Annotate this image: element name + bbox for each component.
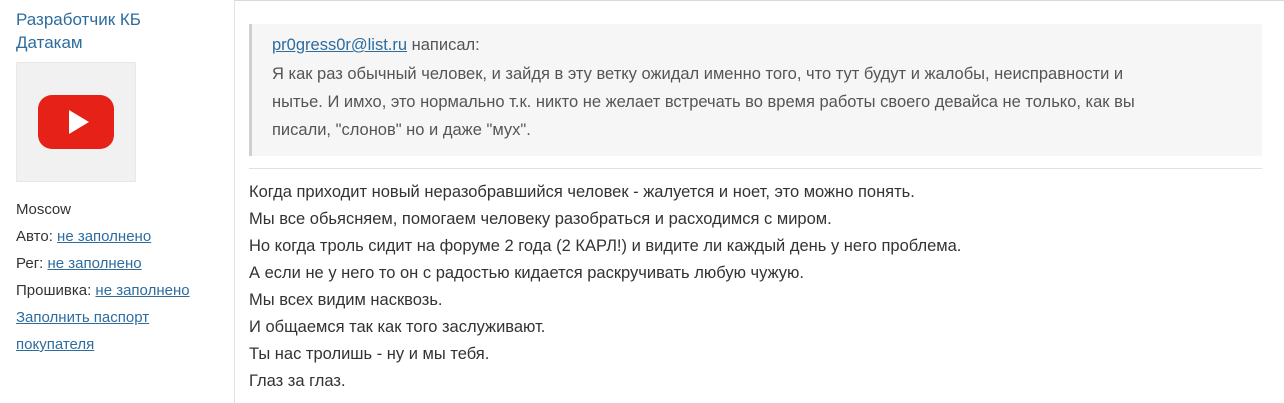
author-field-firmware	[16, 277, 218, 304]
post-reply-line: Глаз за глаз.	[249, 372, 346, 390]
quote-block	[249, 24, 1262, 156]
author-name[interactable]	[16, 8, 218, 54]
post-reply-line: Ты нас тролишь - ну и мы тебя.	[249, 345, 490, 363]
quote-author-link[interactable]: pr0gress0r@list.ru	[272, 36, 408, 54]
post-author-column	[0, 0, 235, 403]
quote-text-line: писали, "слонов" но и даже "мух".	[272, 121, 531, 139]
author-location: Moscow	[16, 201, 72, 218]
author-field-auto-label: Авто:	[16, 228, 53, 245]
post-reply-line: А если не у него то он с радостью кидается раскручивать любую чужую.	[249, 264, 804, 282]
author-field-auto-value[interactable]: не заполнено	[57, 228, 152, 245]
quote-text-line: нытье. И имхо, это нормально т.к. никто не желает встречать во время работы своего девайса не только, как вы	[272, 93, 1135, 111]
fill-buyer-passport-line1: Заполнить паспорт	[16, 309, 150, 326]
quote-header	[272, 32, 1250, 58]
author-field-firmware-label: Прошивка:	[16, 282, 92, 299]
post-reply-text	[249, 168, 1262, 395]
avatar[interactable]	[16, 62, 136, 182]
post-reply-line: И общаемся так как того заслуживают.	[249, 318, 546, 336]
fill-buyer-passport-line2: покупателя	[16, 336, 95, 353]
author-field-reg-value[interactable]: не заполнено	[47, 255, 142, 272]
author-name-line2: Датакам	[16, 33, 83, 52]
play-triangle-icon	[69, 110, 89, 134]
quote-verb: написал:	[411, 36, 480, 54]
post-reply-line: Но когда троль сидит на форуме 2 года (2 КАРЛ!) и видите ли каждый день у него проблема.	[249, 237, 962, 255]
author-field-reg	[16, 250, 218, 277]
post-reply-line: Когда приходит новый неразобравшийся человек - жалуется и ноет, это можно понять.	[249, 183, 915, 201]
author-field-reg-label: Рег:	[16, 255, 44, 272]
post-body-column	[235, 0, 1284, 403]
fill-buyer-passport-link[interactable]	[16, 304, 206, 358]
youtube-play-icon	[38, 95, 114, 149]
post-top-divider	[235, 0, 1284, 1]
quote-text	[272, 60, 1250, 144]
author-name-line1: Разработчик КБ	[16, 10, 141, 29]
author-field-auto	[16, 223, 218, 250]
author-field-firmware-value[interactable]: не заполнено	[95, 282, 190, 299]
post-reply-line: Мы все обьясняем, помогаем человеку разобраться и расходимся с миром.	[249, 210, 832, 228]
quote-text-line: Я как раз обычный человек, и зайдя в эту ветку ожидал именно того, что тут будут и жалобы, неисправности и	[272, 65, 1124, 83]
post-reply-line: Мы всех видим насквозь.	[249, 291, 443, 309]
